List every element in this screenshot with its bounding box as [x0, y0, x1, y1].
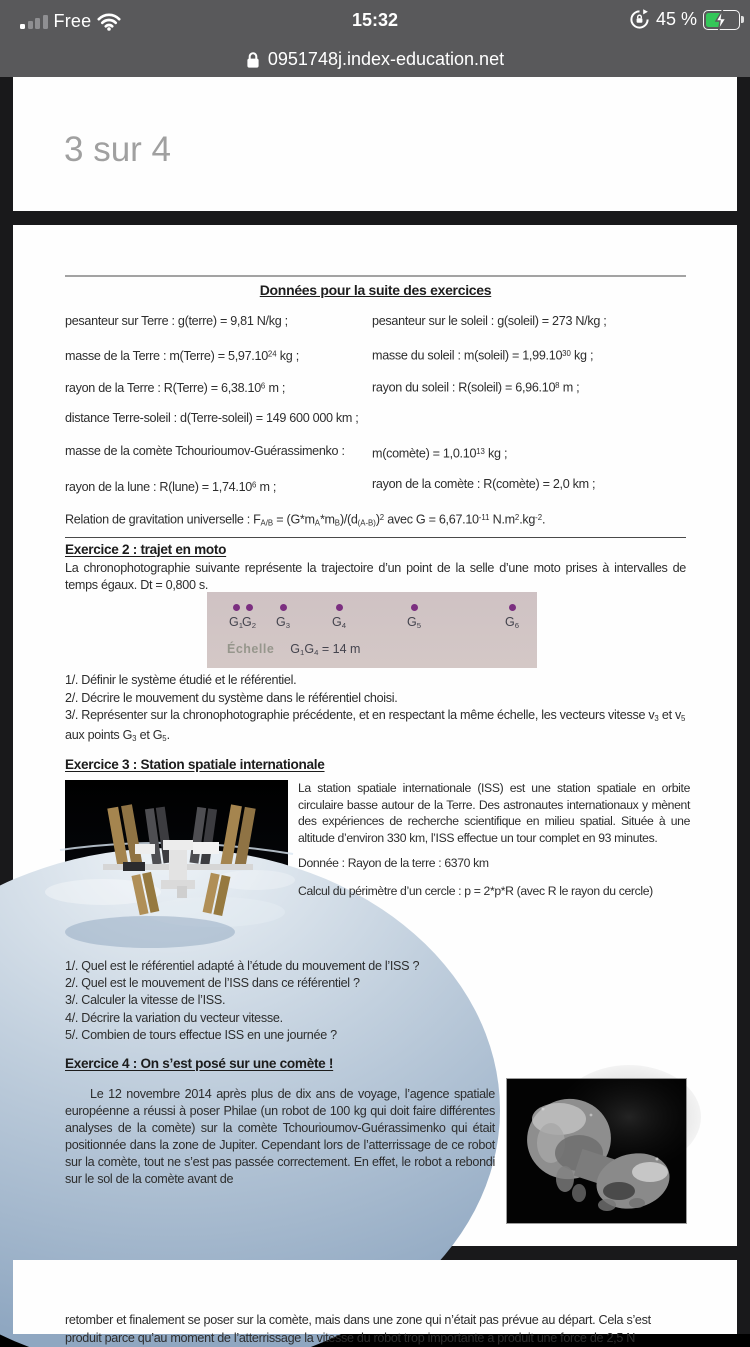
chrono-dot-icon	[411, 604, 418, 611]
comet-photo	[506, 1078, 687, 1224]
chrono-dot-icon	[509, 604, 516, 611]
rotation-lock-icon	[629, 9, 650, 30]
data-item: masse du soleil : m(soleil) = $1,99.10^{30}$ kg ;	[372, 345, 593, 365]
exercice2-intro: La chronophotographie suivante représente la trajectoire d’un point de la selle d’une moto prises à intervalles de temps égaux. Dt = 0,800 s.	[65, 560, 686, 594]
chrono-point: $G_4$	[322, 604, 356, 634]
padlock-icon	[246, 51, 260, 69]
page4-text	[65, 1312, 686, 1347]
chrono-point: $G_5$	[397, 604, 431, 634]
page4-line: produit parce qu’au moment de l’atterrissage la vitesse du robot trop importante a produit une force de 2,5 N	[65, 1330, 686, 1347]
exercice4-paragraph: Le 12 novembre 2014 après plus de dix ans de voyage, l’agence spatiale européenne a réussi à poser Philae (un robot de 100 kg qui doit faire différentes analyses de la comète) sur la comète Tchourioumov-Guérassimenko qui était positionnée dans la zone de Jupiter. Cependant lors de l’atterrissage de ce robot sur la comète, tout ne s’est pas passée correctement. En effet, le robot a rebondi sur le sol de la comète avant de	[65, 1086, 495, 1188]
data-row	[65, 410, 686, 427]
question: 5/. Combien de tours effectue ISS en une journée ?	[65, 1027, 686, 1044]
status-right-cluster	[629, 9, 740, 30]
exercice3-questions	[65, 958, 686, 1044]
page4-line: retomber et finalement se poser sur la comète, mais dans une zone qui n’était pas prévue au départ. Cela s’est	[65, 1312, 686, 1330]
data-item: rayon du soleil : R(soleil) = $6,96.10^8$ m ;	[372, 377, 579, 397]
exercice3-donnee: Donnée : Rayon de la terre : 6370 km	[298, 855, 690, 872]
battery-icon	[703, 10, 740, 30]
data-row	[65, 443, 686, 460]
status-row	[0, 0, 750, 42]
address-bar[interactable]	[0, 42, 750, 77]
iss-photo	[65, 780, 288, 940]
battery-percent-label: 45 %	[656, 9, 697, 30]
pdf-viewer-scroll-area[interactable]	[0, 77, 750, 1334]
chrono-point: $G_6$	[495, 604, 529, 634]
data-row	[65, 345, 686, 362]
battery-nub	[741, 16, 744, 23]
chrono-dot-icon	[280, 604, 287, 611]
exercice2-questions	[65, 672, 686, 748]
url-label: 0951748j.index-education.net	[268, 49, 504, 70]
question: 2/. Quel est le mouvement de l’ISS dans ce référentiel ?	[65, 975, 686, 992]
data-row	[65, 476, 686, 493]
data-item: pesanteur sur le soleil : g(soleil) = 273 N/kg ;	[372, 313, 606, 330]
chrono-dot-icon	[246, 604, 253, 611]
chrono-point: $G_1$	[219, 604, 253, 634]
data-item: rayon de la comète : R(comète) = 2,0 km ;	[372, 476, 595, 493]
question: 1/. Quel est le référentiel adapté à l’étude du mouvement de l’ISS ?	[65, 958, 686, 975]
question: 3/. Calculer la vitesse de l’ISS.	[65, 992, 686, 1009]
exercice4-title: Exercice 4 : On s’est posé sur une comète !	[65, 1055, 333, 1072]
exercice3-text-column	[298, 780, 690, 957]
chronophotographie-image	[207, 592, 537, 668]
exercice2-title: Exercice 2 : trajet en moto	[65, 541, 226, 558]
data-row	[65, 313, 686, 330]
chrono-point: $G_3$	[266, 604, 300, 634]
clock-label: 15:32	[0, 10, 750, 31]
exercice3-calcul: Calcul du périmètre d’un cercle : p = 2*p*R (avec R le rayon du cercle)	[298, 883, 690, 900]
charging-bolt-icon	[713, 9, 729, 31]
question: 1/. Définir le système étudié et le référentiel.	[65, 672, 686, 690]
gravitation-relation: Relation de gravitation universelle : $F_{A/B} = (G*m_A*m_B)/(d_{(A-B)})^2$ avec $G = 6,67.10^{-11}$ $N.m^2.kg^{-2}$.	[65, 509, 686, 538]
data-item: rayon de la lune : R(lune) = $1,74.10^6$ m ;	[65, 480, 276, 494]
data-item: masse de la comète Tchourioumov-Guérassimenko :	[65, 444, 345, 458]
data-item: masse de la Terre : m(Terre) = $5,97.10^{24}$ kg ;	[65, 349, 299, 363]
data-item: pesanteur sur Terre : g(terre) = 9,81 N/kg ;	[65, 314, 288, 328]
data-item: distance Terre-soleil : d(Terre-soleil) = 149 600 000 km ;	[65, 411, 359, 425]
exercice3-title: Exercice 3 : Station spatiale internationale	[65, 756, 325, 773]
data-row	[65, 377, 686, 394]
page-indicator: 3 sur 4	[64, 130, 171, 170]
carrier-label: Free	[54, 11, 92, 32]
chrono-point: $G_2$	[232, 604, 266, 634]
data-item: rayon de la Terre : R(Terre) = $6,38.10^6$ m ;	[65, 381, 285, 395]
chrono-dot-icon	[336, 604, 343, 611]
divider	[65, 275, 686, 277]
question: 2/. Décrire le mouvement du système dans le référentiel choisi.	[65, 690, 686, 708]
page-4-top	[13, 1260, 737, 1334]
donnees-title: Données pour la suite des exercices	[65, 282, 686, 299]
question: 3/. Représenter sur la chronophotographie précédente, et en respectant la même échelle, les vecteurs vitesse $v_3$ et $v_5$ aux points $G_3$ et $G_5$.	[65, 707, 686, 748]
page-3	[13, 225, 737, 1246]
data-item: m(comète) = $1,0.10^{13}$ kg ;	[372, 443, 507, 463]
status-bar	[0, 0, 750, 77]
exercice3-paragraph: La station spatiale internationale (ISS) est une station spatiale en orbite circulaire basse autour de la Terre. Des astronautes internationaux y mènent des expériences de recherche scientifique en milieu spatial. Située à une altitude d’environ 330 km, l’ISS effectue un tour complet en 93 minutes.	[298, 780, 690, 846]
question: 4/. Décrire la variation du vecteur vitesse.	[65, 1010, 686, 1027]
chrono-scale: Échelle $G_1G_4 = 14$ m	[227, 641, 360, 661]
